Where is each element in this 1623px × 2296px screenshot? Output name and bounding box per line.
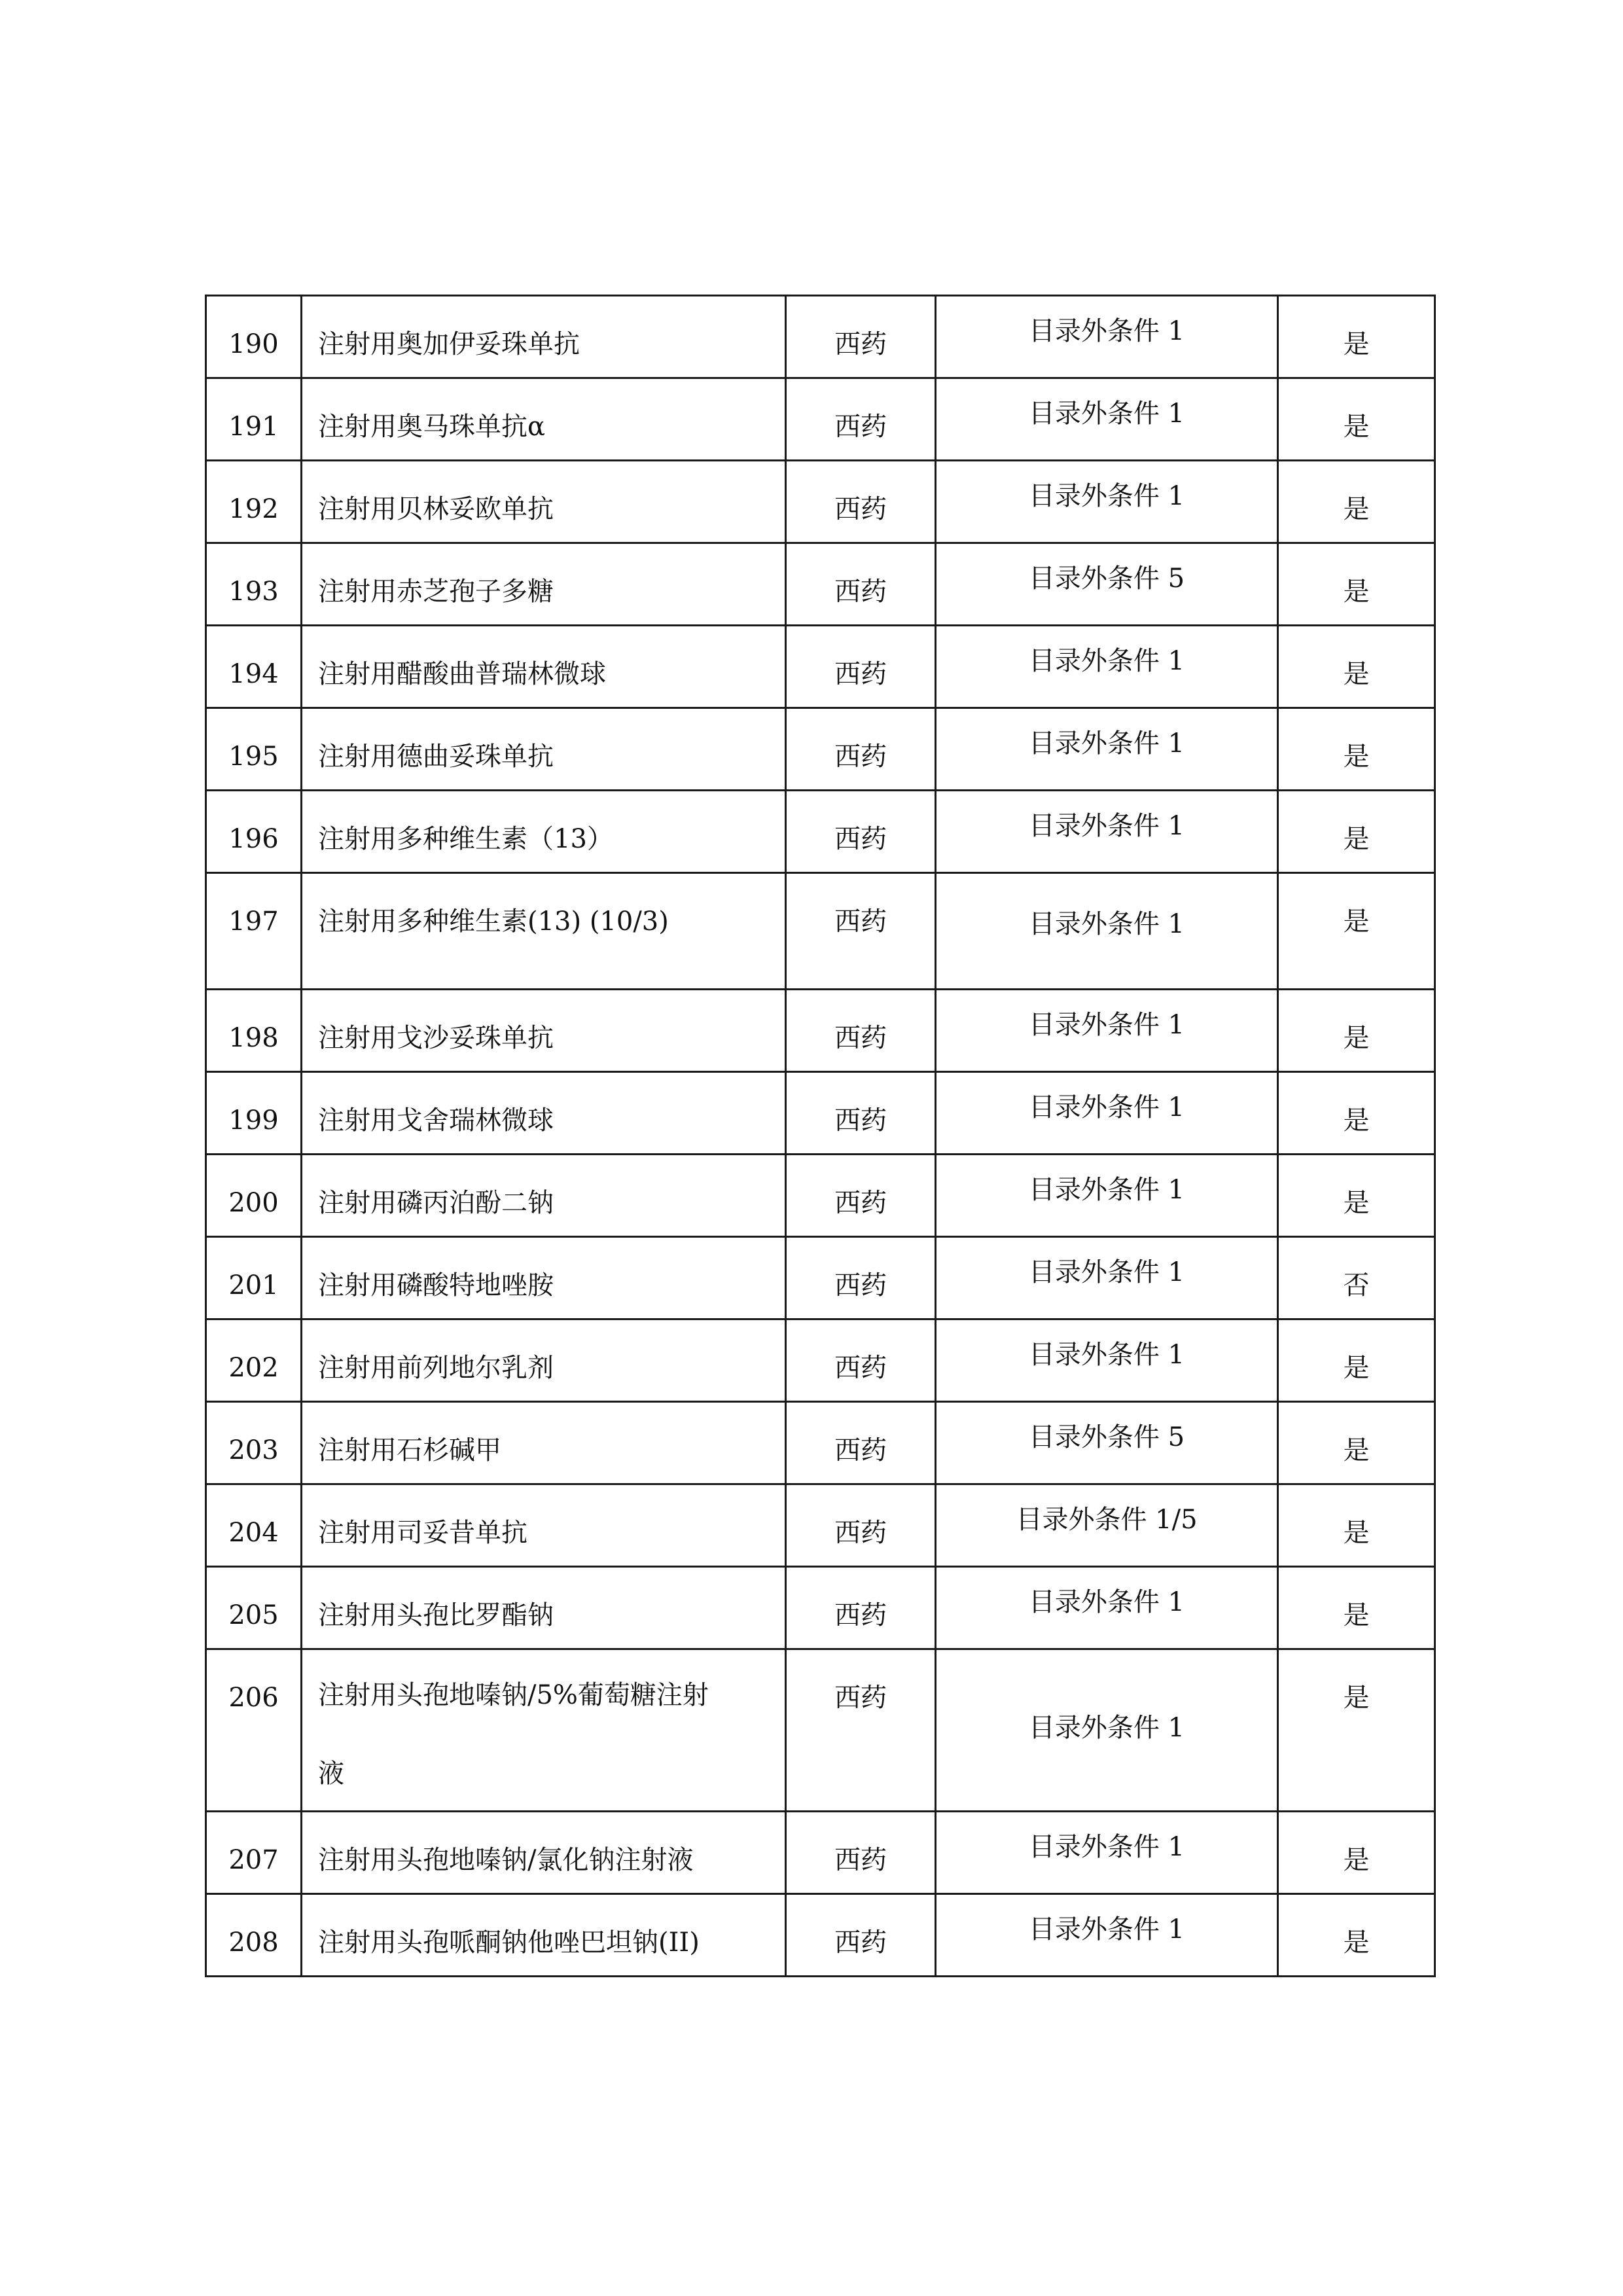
- table-row: [206, 1649, 1435, 1812]
- row-number: 193: [206, 543, 302, 626]
- flag: 是: [1278, 1402, 1435, 1484]
- drug-name: 注射用司妥昔单抗: [302, 1484, 786, 1567]
- drug-category: 西药: [786, 990, 936, 1072]
- condition: 目录外条件 1: [936, 1894, 1278, 1977]
- table-row: [206, 791, 1435, 873]
- condition: 目录外条件 1: [936, 1567, 1278, 1649]
- drug-name: 注射用赤芝孢子多糖: [302, 543, 786, 626]
- drug-name: 注射用多种维生素(13) (10/3): [302, 873, 786, 990]
- drug-name: 注射用头孢比罗酯钠: [302, 1567, 786, 1649]
- row-number: 204: [206, 1484, 302, 1567]
- flag: 是: [1278, 1567, 1435, 1649]
- drug-name: [302, 1649, 786, 1812]
- table-row: [206, 1812, 1435, 1894]
- condition: 目录外条件 1: [936, 708, 1278, 791]
- flag: 是: [1278, 791, 1435, 873]
- drug-name: 注射用奥加伊妥珠单抗: [302, 296, 786, 378]
- drug-category: 西药: [786, 791, 936, 873]
- row-number: 198: [206, 990, 302, 1072]
- table-row: [206, 543, 1435, 626]
- drug-name: 注射用奥马珠单抗α: [302, 378, 786, 461]
- condition: 目录外条件 1: [936, 1649, 1278, 1812]
- drug-name: 注射用磷酸特地唑胺: [302, 1237, 786, 1319]
- drug-category: 西药: [786, 1237, 936, 1319]
- drug-name: 注射用前列地尔乳剂: [302, 1319, 786, 1402]
- table-row: [206, 990, 1435, 1072]
- flag: 是: [1278, 708, 1435, 791]
- condition: 目录外条件 5: [936, 543, 1278, 626]
- condition: 目录外条件 1: [936, 791, 1278, 873]
- drug-category: 西药: [786, 296, 936, 378]
- drug-category: 西药: [786, 1402, 936, 1484]
- row-number: 195: [206, 708, 302, 791]
- table-row: [206, 1319, 1435, 1402]
- row-number: 197: [206, 873, 302, 990]
- drug-category: 西药: [786, 543, 936, 626]
- row-number: 205: [206, 1567, 302, 1649]
- row-number: 208: [206, 1894, 302, 1977]
- table-row: [206, 1155, 1435, 1237]
- row-number: 200: [206, 1155, 302, 1237]
- drug-name: 注射用醋酸曲普瑞林微球: [302, 626, 786, 708]
- drug-name: 注射用磷丙泊酚二钠: [302, 1155, 786, 1237]
- flag: 是: [1278, 296, 1435, 378]
- condition: 目录外条件 1/5: [936, 1484, 1278, 1567]
- drug-category: 西药: [786, 378, 936, 461]
- table-row: [206, 378, 1435, 461]
- drug-name: 注射用头孢地嗪钠/氯化钠注射液: [302, 1812, 786, 1894]
- drug-name: 注射用贝林妥欧单抗: [302, 461, 786, 543]
- flag: 是: [1278, 378, 1435, 461]
- row-number: 196: [206, 791, 302, 873]
- condition: 目录外条件 1: [936, 873, 1278, 990]
- table-row: [206, 873, 1435, 990]
- flag: 是: [1278, 626, 1435, 708]
- table-row: [206, 1567, 1435, 1649]
- drug-category: 西药: [786, 1155, 936, 1237]
- drug-category: 西药: [786, 461, 936, 543]
- flag: 是: [1278, 1649, 1435, 1812]
- drug-list-table: [205, 295, 1436, 1977]
- row-number: 194: [206, 626, 302, 708]
- drug-category: 西药: [786, 626, 936, 708]
- drug-name: 注射用石杉碱甲: [302, 1402, 786, 1484]
- row-number: 203: [206, 1402, 302, 1484]
- condition: 目录外条件 5: [936, 1402, 1278, 1484]
- flag: 是: [1278, 1894, 1435, 1977]
- condition: 目录外条件 1: [936, 1155, 1278, 1237]
- condition: 目录外条件 1: [936, 1812, 1278, 1894]
- condition: 目录外条件 1: [936, 1072, 1278, 1155]
- row-number: 199: [206, 1072, 302, 1155]
- drug-name: 注射用多种维生素（13）: [302, 791, 786, 873]
- row-number: 207: [206, 1812, 302, 1894]
- table-row: [206, 1484, 1435, 1567]
- drug-category: 西药: [786, 1072, 936, 1155]
- drug-name-line-2: 液: [318, 1759, 344, 1789]
- drug-category: 西药: [786, 1649, 936, 1812]
- flag: 是: [1278, 1812, 1435, 1894]
- table-row: [206, 626, 1435, 708]
- table-row: [206, 296, 1435, 378]
- drug-category: 西药: [786, 1894, 936, 1977]
- drug-category: 西药: [786, 873, 936, 990]
- flag: 是: [1278, 873, 1435, 990]
- drug-category: 西药: [786, 1484, 936, 1567]
- row-number: 202: [206, 1319, 302, 1402]
- drug-category: 西药: [786, 1812, 936, 1894]
- flag: 是: [1278, 543, 1435, 626]
- flag: 是: [1278, 1155, 1435, 1237]
- row-number: 190: [206, 296, 302, 378]
- drug-category: 西药: [786, 708, 936, 791]
- table-row: [206, 461, 1435, 543]
- flag: 是: [1278, 1484, 1435, 1567]
- row-number: 192: [206, 461, 302, 543]
- row-number: 201: [206, 1237, 302, 1319]
- flag: 是: [1278, 1072, 1435, 1155]
- condition: 目录外条件 1: [936, 461, 1278, 543]
- drug-category: 西药: [786, 1319, 936, 1402]
- drug-name: 注射用戈沙妥珠单抗: [302, 990, 786, 1072]
- table-row: [206, 1237, 1435, 1319]
- table-row: [206, 1402, 1435, 1484]
- table-row: [206, 1072, 1435, 1155]
- row-number: 191: [206, 378, 302, 461]
- drug-name: 注射用德曲妥珠单抗: [302, 708, 786, 791]
- drug-category: 西药: [786, 1567, 936, 1649]
- flag: 是: [1278, 1319, 1435, 1402]
- table-row: [206, 1894, 1435, 1977]
- condition: 目录外条件 1: [936, 1319, 1278, 1402]
- flag: 是: [1278, 461, 1435, 543]
- drug-name-line-1: 注射用头孢地嗪钠/5%葡萄糖注射: [318, 1680, 709, 1710]
- drug-name: 注射用头孢哌酮钠他唑巴坦钠(II): [302, 1894, 786, 1977]
- condition: 目录外条件 1: [936, 1237, 1278, 1319]
- drug-name: 注射用戈舍瑞林微球: [302, 1072, 786, 1155]
- row-number: 206: [206, 1649, 302, 1812]
- condition: 目录外条件 1: [936, 626, 1278, 708]
- condition: 目录外条件 1: [936, 990, 1278, 1072]
- table-row: [206, 708, 1435, 791]
- condition: 目录外条件 1: [936, 378, 1278, 461]
- flag: 否: [1278, 1237, 1435, 1319]
- flag: 是: [1278, 990, 1435, 1072]
- condition: 目录外条件 1: [936, 296, 1278, 378]
